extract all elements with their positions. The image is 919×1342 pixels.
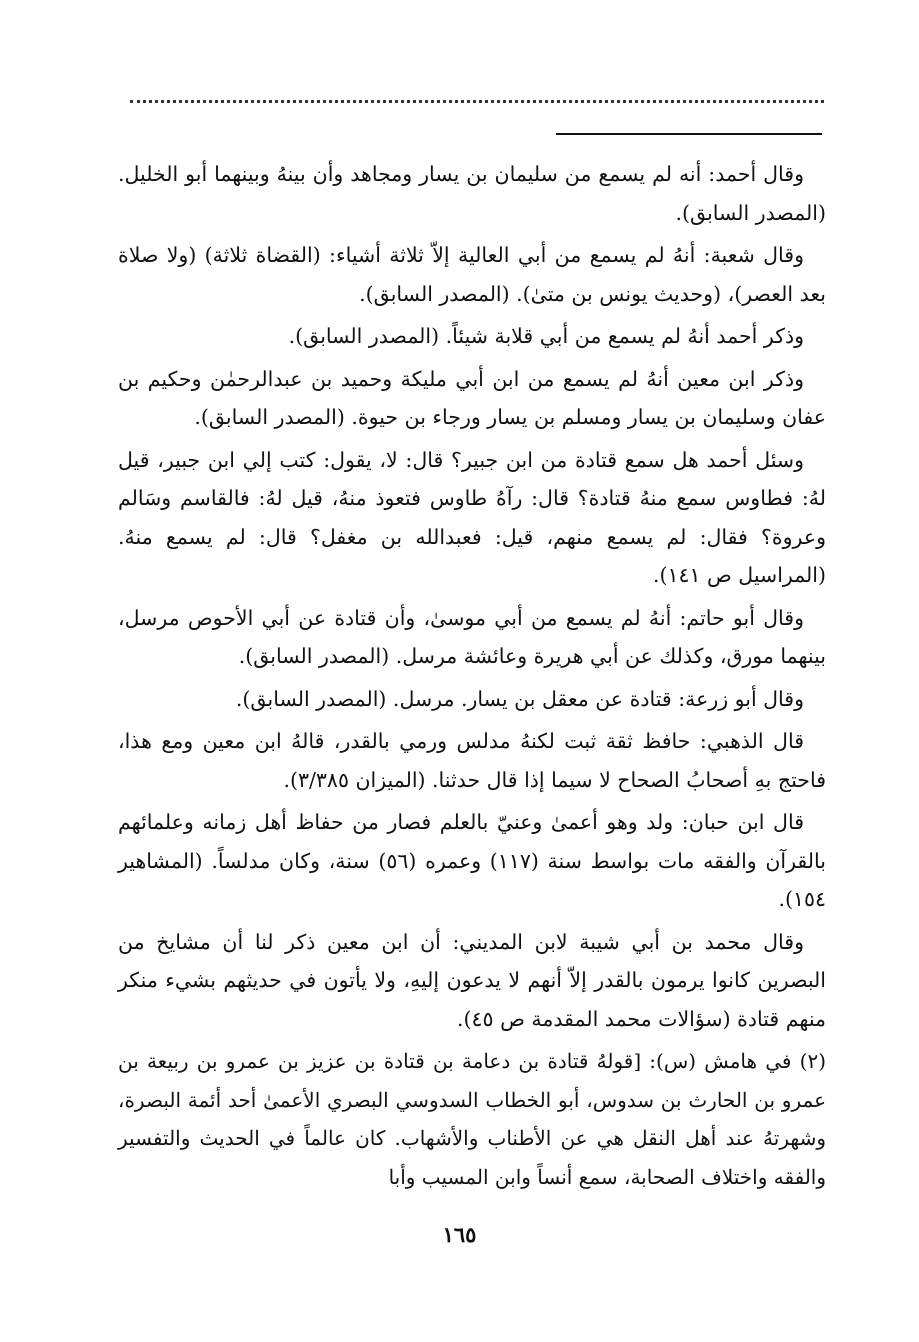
paragraph-ibn-hibban: قال ابن حبان: ولد وهو أعمىٰ وعنيّ بالعلم فصار من حفاظ أهل زمانه وعلمائهم بالقرآن والفقه مات بواسط سنة (١١٧) وعمره (٥٦) سنة، وكان مدلساً. (المشاهير ١٥٤). [118, 810, 826, 911]
paragraph-ibn-main: وذكر ابن معين أنهُ لم يسمع من ابن أبي مليكة وحميد بن عبدالرحمٰن وحكيم بن عفان وسليمان بن يسار ومسلم بن يسار ورجاء بن حيوة. (المصدر السابق). [118, 366, 826, 429]
page-number: ١٦٥ [442, 1222, 477, 1247]
footnote-text-block [118, 155, 826, 1200]
dotted-separator [130, 100, 824, 103]
paragraph-abu-zura: وقال أبو زرعة: قتادة عن معقل بن يسار. مرسل. (المصدر السابق). [235, 686, 804, 711]
paragraph-dhahabi: قال الذهبي: حافظ ثقة ثبت لكنهُ مدلس ورمي بالقدر، قالهُ ابن معين ومع هذا، فاحتج بهِ أصحابُ الصحاح لا سيما إذا قال حدثنا. (الميزان ٣/٣٨٥). [118, 729, 826, 792]
footnote-2: (٢) في هامش (س): [قولهُ قتادة بن دعامة بن قتادة بن عزيز بن عمرو بن ربيعة بن عمرو بن الحارث بن سدوس، أبو الخطاب السدوسي البصري الأعمىٰ أحد أئمة البصرة، وشهرتهُ عند أهل النقل هي عن الأطناب والأشهاب. كان عالماً في الحديث والتفسير والفقه واختلاف الصحابة، سمع أنساً وابن المسيب وأبا [118, 1049, 826, 1189]
paragraph-abu-hatim: وقال أبو حاتم: أنهُ لم يسمع من أبي موسىٰ، وأن قتادة عن أبي الأحوص مرسل، بينهما مورق، وكذلك عن أبي هريرة وعائشة مرسل. (المصدر السابق). [118, 605, 826, 668]
paragraph-ahmad-qilaba: وذكر أحمد أنهُ لم يسمع من أبي قلابة شيئاً. (المصدر السابق). [288, 324, 804, 348]
paragraph-ahmad-sulayman: وقال أحمد: أنه لم يسمع من سليمان بن يسار ومجاهد وأن بينهُ وبينهما أبو الخليل. (المصدر السابق). [118, 162, 826, 225]
paragraph-ahmad-jubayr: وسئل أحمد هل سمع قتادة من ابن جبير؟ قال: لا، يقول: كتب إلي ابن جبير، قيل لهُ: فطاوس سمع منهُ قتادة؟ قال: رآهُ طاوس فتعوذ منهُ، قيل لهُ: فالقاسم وسَالم وعروة؟ فقال: لم يسمع منهم، قيل: فعبدالله بن مغفل؟ قال: لم يسمع منهُ. (المراسيل ص ١٤١). [118, 447, 826, 587]
paragraph-ibn-abi-shayba: وقال محمد بن أبي شيبة لابن المديني: أن ابن معين ذكر لنا أن مشايخ من البصرين كانوا يرمون بالقدر إلاّ أنهم لا يدعون إليهِ، ولا يأتون في حديثهم بشيء منكر منهم قتادة (سؤالات محمد المقدمة ص ٤٥). [118, 929, 826, 1031]
paragraph-shuba: وقال شعبة: أنهُ لم يسمع من أبي العالية إلاّ ثلاثة أشياء: (القضاة ثلاثة) (ولا صلاة بعد العصر)، (وحديث يونس بن متىٰ). (المصدر السابق). [118, 243, 826, 306]
footnote-rule [556, 133, 822, 135]
